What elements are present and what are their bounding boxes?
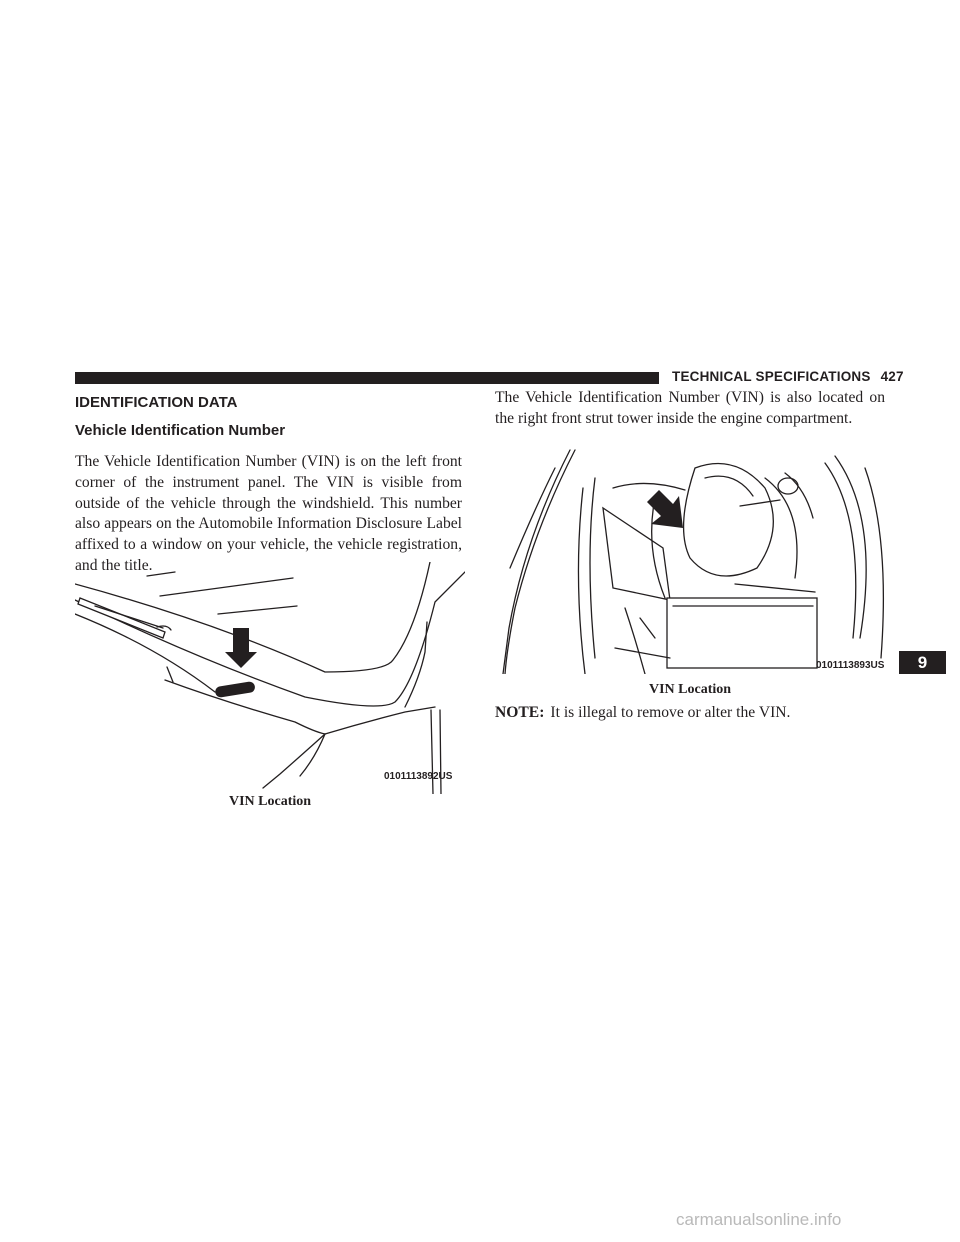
subsection-heading: Vehicle Identification Number: [75, 422, 286, 439]
note-label: NOTE:: [495, 704, 545, 721]
figure-code: 0101113893US: [816, 660, 885, 671]
vin-paragraph-left: The Vehicle Identification Number (VIN) is on the left front corner of the instrument panel. The VIN is visible from outside of the vehicle through the windshield. This number also appears on the Automobile Information Disclosure Label affixed to a window on your vehicle, the vehicle registration, and the title.: [75, 453, 462, 574]
section-heading: IDENTIFICATION DATA: [75, 394, 238, 411]
note: [495, 704, 790, 722]
windshield-vin-illustration: [75, 562, 465, 794]
engine-compartment-vin-illustration: [495, 448, 885, 674]
section-title: TECHNICAL SPECIFICATIONS: [672, 369, 871, 384]
figure-caption: VIN Location: [228, 794, 312, 809]
note-text: It is illegal to remove or alter the VIN.: [550, 704, 791, 721]
vin-paragraph-right: The Vehicle Identification Number (VIN) is also located on the right front strut tower inside the engine compartment.: [495, 389, 885, 427]
page-number: 427: [880, 369, 904, 384]
header-rule: [75, 372, 659, 384]
chapter-tab: 9: [899, 651, 946, 674]
figure-code: 0101113892US: [384, 771, 453, 782]
watermark: carmanualsonline.info: [676, 1210, 842, 1229]
running-header: [672, 369, 904, 384]
figure-caption: VIN Location: [648, 682, 732, 697]
